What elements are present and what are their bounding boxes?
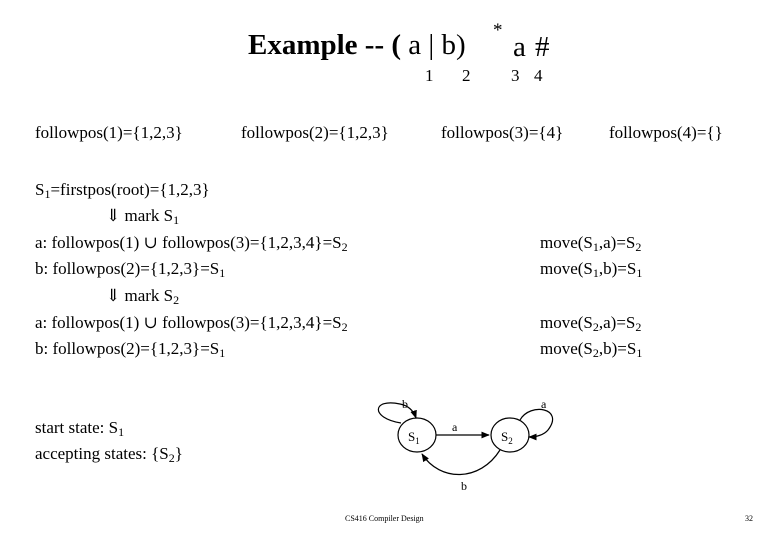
regex-b: b [441,29,456,61]
loop-s1 [378,403,416,423]
start-state: start state: $S_1$ [35,418,125,439]
page-number: 32 [745,514,753,523]
state-s2 [491,418,529,452]
loop-label-a: a [541,397,547,411]
down-arrow-icon: ⇓ [106,286,121,305]
followpos-2: followpos(2)={1,2,3} [241,123,389,142]
transition-a-2: a: followpos(1) ∪ $followpos(3)=\{1,2,3,4\}=S_2$ [35,313,348,334]
title-prefix: Example -- ( [248,29,409,61]
transition-b-1: b: $followpos(2)=\{1,2,3\}=S_1$ [35,259,226,280]
mark-s2: ⇓ mark $S_2$ [106,286,180,307]
transition-b-2: b: $followpos(2)=\{1,2,3\}=S_1$ [35,339,226,360]
regex-bar: | [421,29,442,61]
move-s1-b: $move(S_1,b)=S_1$ [540,259,643,280]
position-1: 1 [425,66,434,85]
regex-close: ) [455,29,466,61]
down-arrow-icon: ⇓ [106,206,121,225]
loop-s2 [520,409,553,437]
mark-s1: ⇓ mark $S_1$ [106,206,180,227]
state-s1 [398,418,436,452]
edge-label-a: a [452,420,458,434]
regex-hash: # [535,31,550,63]
accepting-states: accepting states: $\{S_2\}$ [35,444,183,465]
regex-star: * [493,20,503,41]
s1-label: $S_1$ [408,429,420,446]
move-s1-a: $move(S_1,a)=S_2$ [540,233,642,254]
footer-course: CS416 Compiler Design [345,514,424,523]
move-s2-a: $move(S_2,a)=S_2$ [540,313,642,334]
position-3: 3 [511,66,520,85]
followpos-3: followpos(3)={4} [441,123,564,142]
followpos-4: followpos(4)={} [609,123,723,142]
position-4: 4 [534,66,543,85]
loop-label-b: b [402,397,408,411]
regex-a1: a [408,29,422,61]
transition-a-1: a: followpos(1) ∪ $followpos(3)=\{1,2,3,4\}=S_2$ [35,233,348,254]
regex-a2: a [513,31,526,63]
s1-definition: $S_1=firstpos(root)=\{1,2,3\}$ [35,180,210,201]
edge-label-b: b [461,479,467,493]
followpos-1: followpos(1)={1,2,3} [35,123,183,142]
edge-s2-s1 [422,450,500,475]
move-s2-b: $move(S_2,b)=S_1$ [540,339,643,360]
position-2: 2 [462,66,471,85]
s2-label: $S_2$ [501,429,513,446]
